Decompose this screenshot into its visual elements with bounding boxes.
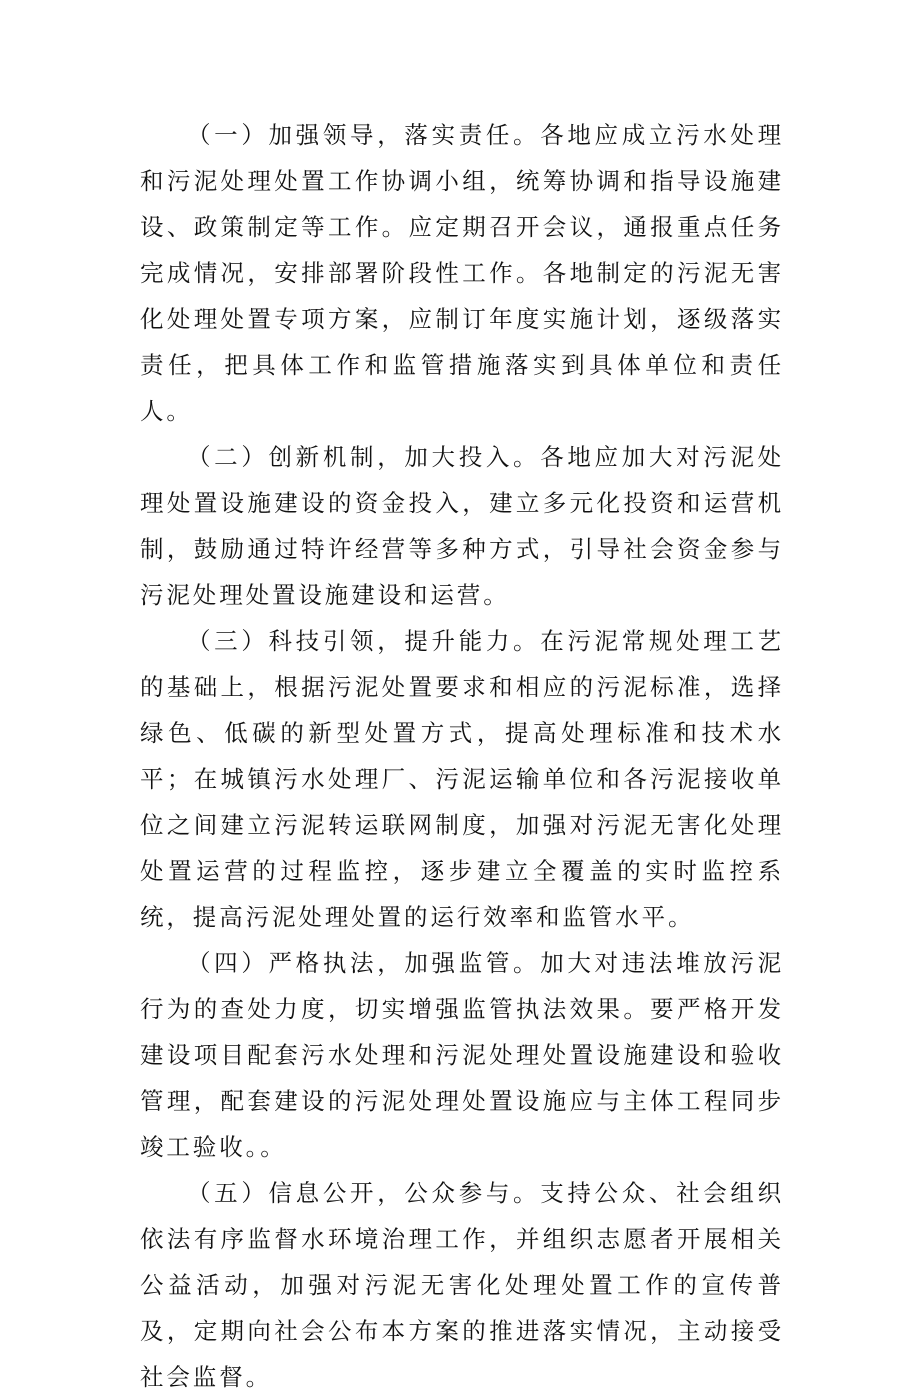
document-body	[140, 112, 784, 1400]
paragraph-public-participation: （五）信息公开，公众参与。支持公众、社会组织依法有序监督水环境治理工作，并组织志愿者开展相关公益活动，加强对污泥无害化处理处置工作的宣传普及，定期向社会公布本方案的推进落实情况，主动接受社会监督。	[140, 1179, 784, 1391]
paragraph-leadership: （一）加强领导，落实责任。各地应成立污水处理和污泥处理处置工作协调小组，统筹协调和指导设施建设、政策制定等工作。应定期召开会议，通报重点任务完成情况，安排部署阶段性工作。各地制定的污泥无害化处理处置专项方案，应制订年度实施计划，逐级落实责任，把具体工作和监管措施落实到具体单位和责任人。	[140, 121, 784, 425]
paragraph-mechanism: （二）创新机制，加大投入。各地应加大对污泥处理处置设施建设的资金投入，建立多元化投资和运营机制，鼓励通过特许经营等多种方式，引导社会资金参与污泥处理处置设施建设和运营。	[140, 443, 784, 609]
paragraph-technology: （三）科技引领，提升能力。在污泥常规处理工艺的基础上，根据污泥处置要求和相应的污泥标准，选择绿色、低碳的新型处置方式，提高处理标准和技术水平；在城镇污水处理厂、污泥运输单位和各污泥接收单位之间建立污泥转运联网制度，加强对污泥无害化处理处置运营的过程监控，逐步建立全覆盖的实时监控系统，提高污泥处理处置的运行效率和监管水平。	[140, 627, 784, 931]
paragraph-enforcement: （四）严格执法，加强监管。加大对违法堆放污泥行为的查处力度，切实增强监管执法效果。要严格开发建设项目配套污水处理和污泥处理处置设施建设和验收管理，配套建设的污泥处理处置设施应与主体工程同步竣工验收。。	[140, 949, 784, 1161]
